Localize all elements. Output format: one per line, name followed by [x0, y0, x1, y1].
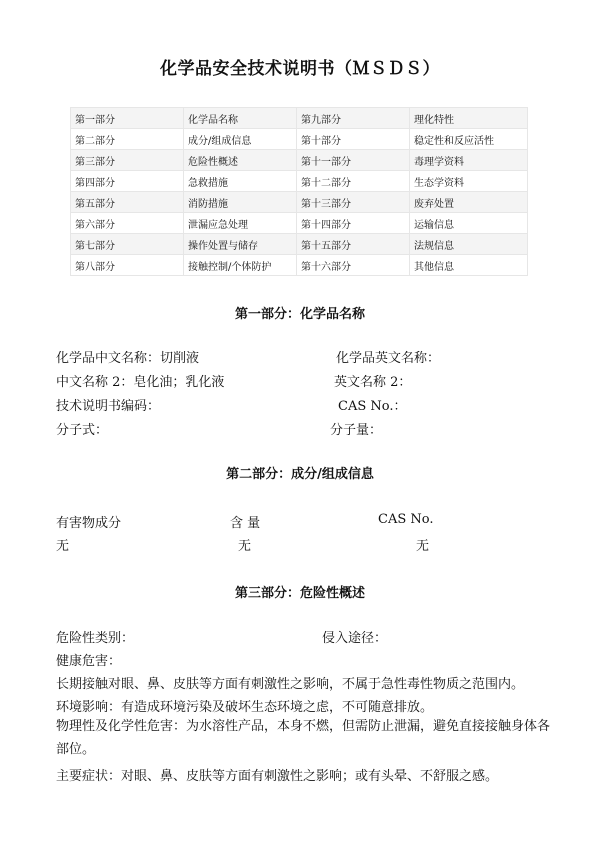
toc-cell: 急救措施 — [184, 171, 297, 192]
molecular-weight-field: 分子量： — [330, 423, 383, 438]
component-header: 有害物成分 — [56, 516, 122, 531]
part2-heading: 第二部分：成分/组成信息 — [226, 467, 374, 482]
toc-cell: 第五部分 — [71, 192, 184, 213]
toc-cell: 接触控制/个体防护 — [184, 255, 297, 276]
environmental-impact: 环境影响：有造成环境污染及破坏生态环境之虑，不可随意排放。 — [56, 700, 434, 715]
main-symptoms: 主要症状：对眼、鼻、皮肤等方面有刺激性之影响；或有头晕、不舒服之感。 — [56, 769, 499, 784]
toc-row — [71, 234, 528, 255]
toc-cell: 废弃处置 — [410, 192, 528, 213]
toc-cell: 第十二部分 — [297, 171, 410, 192]
en-name2-field: 英文名称 2： — [334, 375, 412, 390]
toc-row — [71, 192, 528, 213]
toc-cell: 第十五部分 — [297, 234, 410, 255]
en-name-field: 化学品英文名称： — [336, 351, 441, 366]
cn-name-field: 化学品中文名称：切削液 — [56, 351, 200, 366]
toc-cell: 泄漏应急处理 — [184, 213, 297, 234]
toc-cell: 稳定性和反应活性 — [410, 129, 528, 150]
toc-row — [71, 150, 528, 171]
toc-cell: 第二部分 — [71, 129, 184, 150]
component-value: 无 — [56, 539, 70, 554]
toc-cell: 危险性概述 — [184, 150, 297, 171]
cn-name2-field: 中文名称 2：皂化油；乳化液 — [56, 375, 225, 390]
toc-cell: 第十部分 — [297, 129, 410, 150]
toc-row — [71, 213, 528, 234]
content-header: 含 量 — [230, 516, 261, 531]
toc-cell: 运输信息 — [410, 213, 528, 234]
cas-field: CAS No.： — [338, 399, 407, 414]
physchem-hazard: 物理性及化学性危害：为水溶性产品，本身不燃，但需防止泄漏，避免直接接触身体各部位。 — [56, 719, 551, 757]
formula-field: 分子式： — [56, 423, 109, 438]
toc-cell: 第一部分 — [71, 108, 184, 129]
toc-cell: 第十四部分 — [297, 213, 410, 234]
toc-cell: 第九部分 — [297, 108, 410, 129]
toc-cell: 消防措施 — [184, 192, 297, 213]
part1-heading: 第一部分：化学品名称 — [234, 307, 365, 322]
long-term-exposure: 长期接触对眼、鼻、皮肤等方面有刺激性之影响，不属于急性毒性物质之范围内。 — [56, 677, 525, 692]
document-title: 化学品安全技术说明书（ＭＳＤＳ） — [160, 59, 440, 79]
toc-cell: 第三部分 — [71, 150, 184, 171]
toc-cell: 第十一部分 — [297, 150, 410, 171]
toc-cell: 第七部分 — [71, 234, 184, 255]
toc-cell: 第十三部分 — [297, 192, 410, 213]
toc-cell: 第十六部分 — [297, 255, 410, 276]
toc-cell: 第八部分 — [71, 255, 184, 276]
toc-row — [71, 255, 528, 276]
toc-cell: 第四部分 — [71, 171, 184, 192]
cas-header: CAS No. — [378, 512, 434, 527]
part3-heading: 第三部分：危险性概述 — [234, 586, 365, 601]
hazard-category: 危险性类别： — [56, 631, 135, 646]
toc-row — [71, 108, 528, 129]
cas-value: 无 — [416, 539, 430, 554]
exposure-route: 侵入途径： — [322, 631, 388, 646]
toc-row — [71, 171, 528, 192]
toc-cell: 法规信息 — [410, 234, 528, 255]
toc-cell: 理化特性 — [410, 108, 528, 129]
toc-cell: 毒理学资料 — [410, 150, 528, 171]
health-hazard-label: 健康危害： — [56, 654, 122, 669]
toc-cell: 第六部分 — [71, 213, 184, 234]
toc-cell: 化学品名称 — [184, 108, 297, 129]
toc-cell: 其他信息 — [410, 255, 528, 276]
toc-row — [71, 129, 528, 150]
toc-table — [70, 107, 528, 276]
toc-cell: 生态学资料 — [410, 171, 528, 192]
content-value: 无 — [238, 539, 252, 554]
doc-code-field: 技术说明书编码： — [56, 399, 161, 414]
toc-cell: 操作处置与储存 — [184, 234, 297, 255]
toc-cell: 成分/组成信息 — [184, 129, 297, 150]
